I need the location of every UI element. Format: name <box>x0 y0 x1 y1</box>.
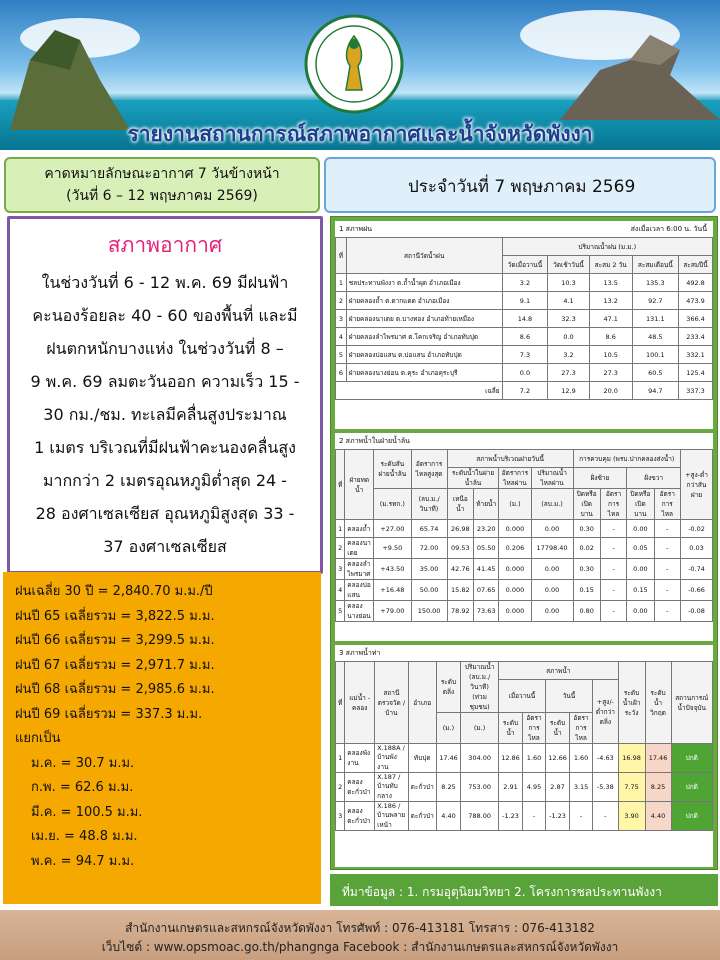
table-cell: 13.2 <box>589 292 632 310</box>
table-row <box>336 328 713 346</box>
table-cell: 753.00 <box>461 773 499 802</box>
table-cell: 8.25 <box>645 773 671 802</box>
table-cell: 35.00 <box>411 559 447 580</box>
table-cell: คลองพังงาน <box>345 744 375 773</box>
forecast-period-tab <box>4 157 320 213</box>
table-cell: 26.98 <box>447 520 473 538</box>
table-cell: 10.3 <box>548 274 589 292</box>
footer-website[interactable]: เว็บไซต์ : www.opsmoac.go.th/phangnga Facebook : สำนักงานเกษตรและสหกรณ์จังหวัดพังงา <box>101 940 619 954</box>
table-cell: ตะกั่วป่า <box>408 802 436 831</box>
table-row <box>336 559 713 580</box>
table-cell: 3.90 <box>618 802 645 831</box>
table-cell: 9.1 <box>502 292 548 310</box>
table-cell: 0.000 <box>499 580 531 601</box>
table-cell: 4 <box>336 328 347 346</box>
report-date-tab <box>324 157 716 213</box>
table-cell: -5.38 <box>593 773 619 802</box>
table-cell: -0.02 <box>680 520 712 538</box>
table-cell: -1.23 <box>545 802 569 831</box>
table-cell: 8.6 <box>589 328 632 346</box>
weather-line: คะนองร้อยละ 40 - 60 ของพื้นที่ และมี <box>32 306 298 325</box>
table-row <box>336 580 713 601</box>
table-row <box>336 744 713 773</box>
rainfall-month: พ.ค. = 94.7 ม.ม. <box>31 853 135 869</box>
weather-line: มากกว่า 2 เมตรอุณหภูมิต่ำสุด 24 - <box>42 471 288 490</box>
footer <box>0 910 720 960</box>
weir-table-body <box>336 520 713 622</box>
table-cell: 17798.40 <box>531 538 573 559</box>
river-table-section: 3 สภาพน้ำท่า <box>339 649 381 657</box>
table-cell: 13.5 <box>589 274 632 292</box>
table-row <box>336 773 713 802</box>
table-cell: 0.02 <box>573 538 600 559</box>
table-cell: 4.1 <box>548 292 589 310</box>
table-cell: 8.25 <box>436 773 461 802</box>
table-cell: - <box>600 580 626 601</box>
table-cell: - <box>600 538 626 559</box>
rainfall-month: ม.ค. = 30.7 ม.ม. <box>31 755 135 771</box>
table-cell: 72.00 <box>411 538 447 559</box>
table-cell: 0.00 <box>627 559 654 580</box>
table-cell: 492.8 <box>679 274 713 292</box>
rainfall-summary-box <box>3 572 321 904</box>
table-cell: 304.00 <box>461 744 499 773</box>
table-cell: -0.74 <box>680 559 712 580</box>
table-cell: 12.66 <box>545 744 569 773</box>
table-cell: 5 <box>336 601 345 622</box>
table-cell: ตะกั่วป่า <box>408 773 436 802</box>
rainfall-line: ฝนปี 67 เฉลี่ยรวม = 2,971.7 ม.ม. <box>15 657 215 673</box>
table-cell: +9.50 <box>374 538 411 559</box>
table-cell: 1 <box>336 744 345 773</box>
table-cell: 65.74 <box>411 520 447 538</box>
weather-line: ฝนตกหนักบางแห่ง ในช่วงวันที่ 8 – <box>46 339 284 358</box>
table-cell: 32.3 <box>548 310 589 328</box>
table-cell: 3.15 <box>570 773 593 802</box>
table-cell: 473.9 <box>679 292 713 310</box>
header-banner <box>0 0 720 150</box>
table-cell: 0.0 <box>548 328 589 346</box>
rainfall-line: ฝนปี 65 เฉลี่ยรวม = 3,822.5 ม.ม. <box>15 608 215 624</box>
table-cell: -1.23 <box>498 802 522 831</box>
table-cell: คลองบ่อแสน <box>345 580 374 601</box>
table-cell: - <box>654 580 680 601</box>
weather-line: 9 พ.ค. 69 ลมตะวันออก ความเร็ว 15 - <box>30 372 300 391</box>
forecast-dates: (วันที่ 6 – 12 พฤษภาคม 2569) <box>66 188 258 204</box>
table-cell: 73.63 <box>474 601 499 622</box>
table-cell: ฝ่ายคลองลำไพรมาศ ต.โคกเจริญ อำเภอทับปุด <box>346 328 502 346</box>
table-cell: 0.00 <box>627 520 654 538</box>
table-cell: 2 <box>336 773 345 802</box>
table-cell: คลองตะกั่วป่า <box>345 773 375 802</box>
table-row <box>336 802 713 831</box>
table-cell: 92.7 <box>632 292 678 310</box>
table-cell: 7.3 <box>502 346 548 364</box>
island-rock-icon <box>0 20 160 130</box>
table-cell: 150.00 <box>411 601 447 622</box>
table-cell: 09.53 <box>447 538 473 559</box>
weather-line: 1 เมตร บริเวณที่มีฝนฟ้าคะนองคลื่นสูง <box>34 438 296 457</box>
table-cell: 4.95 <box>523 773 546 802</box>
table-cell: ฝ่ายคลองบ่อแสน ต.บ่อแสน อำเภอทับปุด <box>346 346 502 364</box>
table-cell: 0.15 <box>573 580 600 601</box>
weather-forecast-box <box>7 216 323 574</box>
rainfall-line: ฝนเฉลี่ย 30 ปี = 2,840.70 ม.ม./ปี <box>15 584 213 599</box>
table-cell: 0.000 <box>499 520 531 538</box>
rainfall-line: ฝนปี 69 เฉลี่ยรวม = 337.3 ม.ม. <box>15 706 203 722</box>
table-cell: 47.1 <box>589 310 632 328</box>
table-cell: ปกติ <box>671 773 712 802</box>
ministry-seal-icon <box>304 14 404 114</box>
table-cell: - <box>600 559 626 580</box>
weir-table-panel <box>335 433 713 641</box>
table-cell: 60.5 <box>632 364 678 382</box>
table-cell: คลองนาเตย <box>345 538 374 559</box>
report-date: ประจำวันที่ 7 พฤษภาคม 2569 <box>408 177 636 197</box>
weather-line: ในช่วงวันที่ 6 - 12 พ.ค. 69 มีฝนฟ้า <box>41 273 289 292</box>
table-cell: 0.206 <box>499 538 531 559</box>
table-cell: 0.05 <box>627 538 654 559</box>
weir-table-section: 2 สภาพน้ำในฝ่ายน้ำล้น <box>339 437 410 445</box>
table-cell: - <box>600 520 626 538</box>
table-cell: 8.6 <box>502 328 548 346</box>
table-cell: 27.3 <box>548 364 589 382</box>
table-row <box>336 601 713 622</box>
table-cell: 2 <box>336 292 347 310</box>
weather-text <box>18 266 312 563</box>
table-cell: 27.3 <box>589 364 632 382</box>
river-table: ที่ แม่น้ำ - คลอง สถานีตรวจวัด / บ้าน อำเภอ ระดับตลิ่ง ปริมาณน้ำ (ลบ.ม./วินาที) (ท่วมชุมชน) สภาพน้ำ ระดับน้ำเฝ้าระวัง ระดับน้ำวิกฤต สถานการณ์น้ำปัจจุบัน เมื่อวานนี้ วันนี้ +สูง/-ต่ำกว่าตลิ่ง (ม.) (ม.) ระดับน้ำ อัตราการไหล ระดับน้ำ อัตราการไหล 1 คลองพังงาน X.188A / บ้านพังงาน ทับปุด 17.46 304.00 12.86 1.60 12.66 1.60 -4.63 16.98 17.46 ปกติ 2 คลองตะกั่วป่า X.187 / บ้านทับกลาง ตะกั่วป่า 8.25 753.00 2.91 4.95 2.87 3.15 -5.38 7.75 8.25 ปกติ 3 คลองตะกั่วป่า X.186 / บ้านพลายเหน้า ตะกั่วป่า 4.40 788.00 -1.23 - -1.23 - - 3.90 4.40 ปกติ <box>335 661 713 831</box>
table-cell: 05.50 <box>474 538 499 559</box>
table-cell: 07.65 <box>474 580 499 601</box>
table-cell: - <box>654 520 680 538</box>
table-cell: ปกติ <box>671 744 712 773</box>
table-cell: 7.75 <box>618 773 645 802</box>
table-cell: -0.66 <box>680 580 712 601</box>
table-cell: 0.00 <box>531 580 573 601</box>
table-row <box>336 274 713 292</box>
table-cell: 4.40 <box>645 802 671 831</box>
table-cell: 1.60 <box>523 744 546 773</box>
table-cell: 1 <box>336 274 347 292</box>
table-cell: 2.87 <box>545 773 569 802</box>
rainfall-line: ฝนปี 68 เฉลี่ยรวม = 2,985.6 ม.ม. <box>15 682 215 697</box>
table-cell: 17.46 <box>645 744 671 773</box>
table-cell: X.188A / บ้านพังงาน <box>375 744 409 773</box>
data-tables-panel <box>330 216 718 870</box>
table-cell: 0.30 <box>573 520 600 538</box>
river-table-panel <box>335 645 713 867</box>
table-cell: 0.00 <box>627 601 654 622</box>
table-cell: X.186 / บ้านพลายเหน้า <box>375 802 409 831</box>
table-cell: X.187 / บ้านทับกลาง <box>375 773 409 802</box>
table-cell: 125.4 <box>679 364 713 382</box>
table-cell: 0.15 <box>627 580 654 601</box>
table-cell: - <box>654 559 680 580</box>
table-cell: 10.5 <box>589 346 632 364</box>
sent-time: ส่งเมื่อเวลา 6:00 น. วันนี้ <box>630 225 707 233</box>
rainfall-line: แยกเป็น <box>15 731 61 746</box>
table-cell: คลองตะกั่วป่า <box>345 802 375 831</box>
table-cell: 16.98 <box>618 744 645 773</box>
island-rock-icon <box>560 30 720 120</box>
table-cell: คลองลำไพรมาศ <box>345 559 374 580</box>
table-cell: -0.08 <box>680 601 712 622</box>
table-cell: 233.4 <box>679 328 713 346</box>
table-cell: +16.48 <box>374 580 411 601</box>
table-cell: 3 <box>336 802 345 831</box>
table-cell: ฝ่ายคลองถ้ำ ต.ตากแดด อำเภอเมือง <box>346 292 502 310</box>
table-cell: 3 <box>336 559 345 580</box>
table-cell: - <box>523 802 546 831</box>
table-cell: 1.60 <box>570 744 593 773</box>
table-cell: คลองนางย่อน <box>345 601 374 622</box>
table-cell: - <box>570 802 593 831</box>
table-row <box>336 346 713 364</box>
table-cell: 42.76 <box>447 559 473 580</box>
table-cell: 0.000 <box>499 601 531 622</box>
rain-table-body <box>336 274 713 382</box>
table-cell: 48.5 <box>632 328 678 346</box>
table-row <box>336 520 713 538</box>
footer-contact: สำนักงานเกษตรและสหกรณ์จังหวัดพังงา โทรศัพท์ : 076-413181 โทรสาร : 076-413182 <box>125 921 595 935</box>
table-cell: 14.8 <box>502 310 548 328</box>
table-row: เฉลี่ย 7.2 12.9 20.0 94.7 337.3 <box>336 382 713 400</box>
table-cell: +43.50 <box>374 559 411 580</box>
table-cell: ชลประทานพังงา ต.ถ้ำน้ำผุด อำเภอเมือง <box>346 274 502 292</box>
table-cell: 6 <box>336 364 347 382</box>
rainfall-month: ก.พ. = 62.6 ม.ม. <box>31 780 134 795</box>
table-cell: ฝ่ายคลองนาเตย ต.บางทอง อำเภอท้ายเหมือง <box>346 310 502 328</box>
table-cell: 4.40 <box>436 802 461 831</box>
table-cell: 17.46 <box>436 744 461 773</box>
table-cell: 0.03 <box>680 538 712 559</box>
table-cell: 0.00 <box>531 559 573 580</box>
table-cell: ทับปุด <box>408 744 436 773</box>
table-cell: 0.00 <box>531 520 573 538</box>
table-cell: 135.3 <box>632 274 678 292</box>
table-row <box>336 538 713 559</box>
table-cell: คลองถ้ำ <box>345 520 374 538</box>
rainfall-line: ฝนปี 66 เฉลี่ยรวม = 3,299.5 ม.ม. <box>15 633 215 648</box>
rainfall-month: มี.ค. = 100.5 ม.ม. <box>31 804 143 820</box>
table-cell: 0.00 <box>531 601 573 622</box>
table-row <box>336 364 713 382</box>
rain-table-panel <box>335 221 713 429</box>
table-cell: 41.45 <box>474 559 499 580</box>
table-cell: 2 <box>336 538 345 559</box>
table-cell: - <box>654 601 680 622</box>
table-cell: 2.91 <box>498 773 522 802</box>
table-cell: 1 <box>336 520 345 538</box>
table-cell: 15.82 <box>447 580 473 601</box>
table-cell: 0.0 <box>502 364 548 382</box>
river-table-body <box>336 744 713 831</box>
table-cell: +27.00 <box>374 520 411 538</box>
table-cell: - <box>654 538 680 559</box>
table-cell: 0.30 <box>573 559 600 580</box>
weather-line: 28 องศาเซลเซียส อุณหภูมิสูงสุด 33 - <box>35 504 295 523</box>
page-title: รายงานสถานการณ์สภาพอากาศและน้ำจังหวัดพังงา <box>127 122 593 146</box>
table-cell: ปกติ <box>671 802 712 831</box>
table-cell: - <box>600 601 626 622</box>
table-row <box>336 292 713 310</box>
table-cell: 366.4 <box>679 310 713 328</box>
data-source-note <box>330 874 718 906</box>
table-cell: 5 <box>336 346 347 364</box>
table-cell: 78.92 <box>447 601 473 622</box>
weather-line: 30 กม./ชม. ทะเลมีคลื่นสูงประมาณ <box>43 405 287 424</box>
table-cell: 12.86 <box>498 744 522 773</box>
source-text: ที่มาข้อมูล : 1. กรมอุตุนิยมวิทยา 2. โครงการชลประทานพังงา <box>342 885 662 899</box>
table-cell: 0.000 <box>499 559 531 580</box>
table-cell: 332.1 <box>679 346 713 364</box>
rain-table-section: 1 สภาพฝน ส่งเมื่อเวลา 6:00 น. วันนี้ <box>335 221 713 237</box>
weather-heading: สภาพอากาศ <box>107 233 223 257</box>
table-cell: -4.63 <box>593 744 619 773</box>
rainfall-month: เม.ย. = 48.8 ม.ม. <box>31 829 138 844</box>
table-cell: 100.1 <box>632 346 678 364</box>
table-cell: ฝ่ายคลองนางย่อน ต.คุระ อำเภอคุระบุรี <box>346 364 502 382</box>
weir-table: ที่ ฝ่ายทดน้ำ ระดับสันฝายน้ำล้น อัตราการไหลสูงสุด สภาพน้ำบริเวณฝายวันนี้ การควบคุม (พรบ.ปากคลองส่งน้ำ) +สูง-ต่ำกว่าสันฝาย ระดับน้ำในฝายน้ำล้น อัตราการไหลผ่าน ปริมาณน้ำไหลผ่าน ฝั่งซ้าย ฝั่งขวา (ม.รทก.) (ลบ.ม./วินาที) เหนือน้ำ ท้ายน้ำ (ม.) (ลบ.ม.) ปิดหรือเปิดบาน อัตราการไหล ปิดหรือเปิดบาน อัตราการไหล 1 คลองถ้ำ +27.00 65.74 26.98 23.20 0.000 0.00 0.30 - 0.00 - -0.02 2 คลองนาเตย +9.50 72.00 09.53 05.50 0.206 17798.40 0.02 - 0.05 - 0.03 3 คลองลำไพรมาศ +43.50 35.00 42.76 41.45 0.000 0.00 0.30 - 0.00 - -0.74 4 คลองบ่อแสน +16.48 50.00 15.82 07.65 0.000 0.00 0.15 - 0.15 - -0.66 5 คลองนางย่อน +79.00 150.00 78.92 73.63 0.000 0.00 0.80 - 0.00 - -0.08 <box>335 449 713 622</box>
table-cell: 3.2 <box>548 346 589 364</box>
table-cell: 3.2 <box>502 274 548 292</box>
table-cell: - <box>593 802 619 831</box>
weather-line: 37 องศาเซลเซียส <box>103 537 227 556</box>
table-cell: 0.80 <box>573 601 600 622</box>
forecast-title: คาดหมายลักษณะอากาศ 7 วันข้างหน้า <box>44 166 280 182</box>
table-cell: 788.00 <box>461 802 499 831</box>
table-cell: 50.00 <box>411 580 447 601</box>
rain-table: ที่ สถานีวัดน้ำฝน ปริมาณน้ำฝน (ม.ม.) วัดเมื่อวานนี้ วัดเช้าวันนี้ สะสม 2 วัน สะสมเดือนนี้ สะสมปีนี้ 1 ชลประทานพังงา ต.ถ้ำน้ำผุด อำเภอเมือง 3.2 10.3 13.5 135.3 492.8 2 ฝ่ายคลองถ้ำ ต.ตากแดด อำเภอเมือง 9.1 4.1 13.2 92.7 473.9 3 ฝ่ายคลองนาเตย ต.บางทอง อำเภอท้ายเหมือง 14.8 32.3 47.1 131.1 366.4 4 ฝ่ายคลองลำไพรมาศ ต.โคกเจริญ อำเภอทับปุด 8.6 0.0 8.6 48.5 233.4 5 ฝ่ายคลองบ่อแสน ต.บ่อแสน อำเภอทับปุด 7.3 3.2 10.5 100.1 332.1 6 ฝ่ายคลองนางย่อน ต.คุระ อำเภอคุระบุรี 0.0 27.3 27.3 60.5 125.4 เฉลี่ย 7.2 12.9 20.0 94.7 337.3 <box>335 237 713 400</box>
table-cell: 23.20 <box>474 520 499 538</box>
table-cell: +79.00 <box>374 601 411 622</box>
table-cell: 3 <box>336 310 347 328</box>
table-row <box>336 310 713 328</box>
table-cell: 131.1 <box>632 310 678 328</box>
table-cell: 4 <box>336 580 345 601</box>
